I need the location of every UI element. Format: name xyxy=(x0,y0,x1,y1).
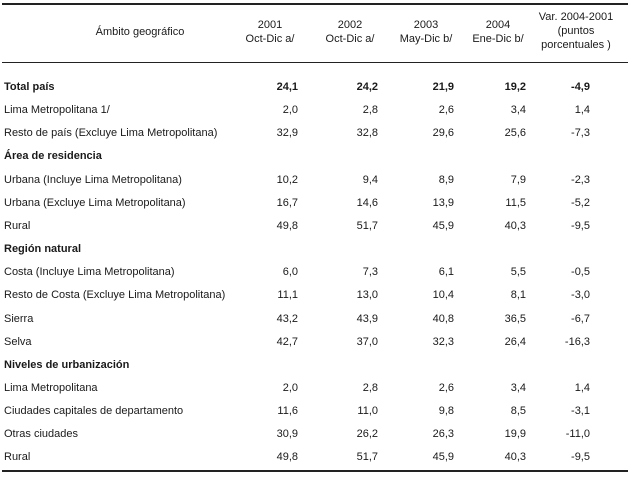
cell-variation: -4,9 xyxy=(571,81,590,93)
table-row xyxy=(0,403,632,419)
cell-value: 25,6 xyxy=(504,127,526,140)
table-row xyxy=(0,334,632,350)
cell-value: 24,2 xyxy=(356,81,378,93)
header-divider xyxy=(2,62,628,63)
cell-value: 6,0 xyxy=(282,266,298,279)
cell-value: 43,2 xyxy=(276,312,298,325)
cell-value: 42,7 xyxy=(276,335,298,348)
table-row xyxy=(0,264,632,280)
cell-value: 11,5 xyxy=(505,196,526,209)
cell-value: 2,0 xyxy=(282,104,298,117)
cell-value: 13,0 xyxy=(356,289,378,302)
cell-value: 26,2 xyxy=(356,428,378,441)
cell-value: 11,0 xyxy=(357,405,378,418)
cell-value: 19,2 xyxy=(504,81,526,93)
cell-value: 7,9 xyxy=(510,173,526,186)
table-top-rule xyxy=(2,3,628,5)
table-row xyxy=(0,287,632,303)
header-ambito: Ámbito geográfico xyxy=(95,26,185,38)
row-label: Sierra xyxy=(4,312,34,325)
table-row xyxy=(0,172,632,188)
table-header xyxy=(0,10,632,60)
cell-value: 11,6 xyxy=(277,405,298,418)
section-heading: Región natural xyxy=(4,243,82,255)
cell-variation: -0,5 xyxy=(571,266,590,279)
cell-value: 32,8 xyxy=(356,127,378,140)
cell-value: 8,9 xyxy=(438,173,454,186)
cell-value: 2,8 xyxy=(362,104,378,117)
cell-variation: -9,5 xyxy=(571,451,590,464)
row-label: Selva xyxy=(4,335,32,348)
cell-value: 49,8 xyxy=(276,219,298,232)
row-label: Lima Metropolitana xyxy=(4,381,98,394)
row-label: Costa (Incluye Lima Metropolitana) xyxy=(4,266,175,279)
row-label: Urbana (Incluye Lima Metropolitana) xyxy=(4,173,182,186)
header-2002: 2002 Oct-Dic a/ xyxy=(325,19,375,45)
cell-value: 19,9 xyxy=(504,428,526,441)
cell-value: 40,3 xyxy=(504,451,526,464)
cell-value: 26,4 xyxy=(504,335,526,348)
table-row xyxy=(0,102,632,118)
cell-value: 3,4 xyxy=(510,381,526,394)
row-label: Urbana (Excluye Lima Metropolitana) xyxy=(4,196,186,209)
cell-value: 9,4 xyxy=(362,173,378,186)
row-label: Resto de país (Excluye Lima Metropolitana) xyxy=(4,127,218,140)
row-label: Rural xyxy=(4,451,31,464)
section-heading: Niveles de urbanización xyxy=(4,358,130,371)
table-row xyxy=(0,426,632,442)
cell-value: 6,1 xyxy=(438,266,454,279)
header-variation: Var. 2004-2001 (puntos porcentuales ) xyxy=(538,11,614,51)
cell-value: 32,3 xyxy=(432,335,454,348)
cell-value: 51,7 xyxy=(356,451,378,464)
cell-value: 14,6 xyxy=(356,196,378,209)
cell-value: 45,9 xyxy=(432,451,454,464)
table-row xyxy=(0,449,632,465)
cell-value: 30,9 xyxy=(276,428,298,441)
table-row xyxy=(0,311,632,327)
header-2004: 2004 Ene-Dic b/ xyxy=(472,19,524,45)
cell-value: 40,8 xyxy=(432,312,454,325)
cell-value: 3,4 xyxy=(510,104,526,117)
cell-value: 43,9 xyxy=(356,312,378,325)
total-row xyxy=(0,79,632,95)
cell-variation: -5,2 xyxy=(571,196,590,209)
cell-value: 21,9 xyxy=(432,81,454,93)
cell-value: 32,9 xyxy=(276,127,298,140)
cell-value: 49,8 xyxy=(276,451,298,464)
cell-value: 2,6 xyxy=(438,104,454,117)
section-heading-row xyxy=(0,148,632,164)
cell-value: 2,6 xyxy=(438,381,454,394)
cell-variation: -16,3 xyxy=(564,335,590,348)
section-heading: Área de residencia xyxy=(4,150,102,163)
cell-value: 11,1 xyxy=(277,289,298,302)
cell-value: 26,3 xyxy=(432,428,454,441)
cell-value: 10,4 xyxy=(432,289,454,302)
cell-value: 8,5 xyxy=(510,405,526,418)
cell-variation: -6,7 xyxy=(571,312,590,325)
cell-variation: 1,4 xyxy=(574,104,590,117)
cell-value: 29,6 xyxy=(432,127,454,140)
section-heading-row xyxy=(0,357,632,373)
row-label: Lima Metropolitana 1/ xyxy=(4,104,110,117)
cell-value: 24,1 xyxy=(276,81,298,93)
cell-variation: -7,3 xyxy=(571,127,590,140)
cell-value: 36,5 xyxy=(504,312,526,325)
cell-variation: -2,3 xyxy=(571,173,590,186)
section-heading-row xyxy=(0,241,632,257)
header-2003: 2003 May-Dic b/ xyxy=(399,19,453,45)
cell-value: 2,8 xyxy=(362,381,378,394)
cell-value: 9,8 xyxy=(438,405,454,418)
cell-value: 37,0 xyxy=(356,335,378,348)
table-row xyxy=(0,380,632,396)
header-2001: 2001 Oct-Dic a/ xyxy=(245,19,295,45)
cell-value: 40,3 xyxy=(504,219,526,232)
row-label: Ciudades capitales de departamento xyxy=(4,405,184,418)
cell-value: 7,3 xyxy=(362,266,378,279)
row-label: Resto de Costa (Excluye Lima Metropolitana) xyxy=(4,289,226,302)
cell-value: 13,9 xyxy=(432,196,454,209)
row-label: Total país xyxy=(4,81,55,93)
cell-value: 2,0 xyxy=(282,381,298,394)
table-row xyxy=(0,218,632,234)
table-row xyxy=(0,125,632,141)
cell-value: 10,2 xyxy=(276,173,298,186)
row-label: Rural xyxy=(4,219,31,232)
cell-variation: -3,1 xyxy=(571,405,590,418)
table-bottom-rule xyxy=(2,470,628,472)
cell-value: 8,1 xyxy=(510,289,526,302)
cell-variation: -3,0 xyxy=(571,289,590,302)
row-label: Otras ciudades xyxy=(4,428,78,441)
cell-variation: 1,4 xyxy=(574,381,590,394)
cell-value: 45,9 xyxy=(432,219,454,232)
cell-variation: -9,5 xyxy=(571,219,590,232)
cell-value: 5,5 xyxy=(510,266,526,279)
cell-value: 16,7 xyxy=(276,196,298,209)
table-row xyxy=(0,195,632,211)
cell-value: 51,7 xyxy=(356,219,378,232)
cell-variation: -11,0 xyxy=(565,428,590,441)
